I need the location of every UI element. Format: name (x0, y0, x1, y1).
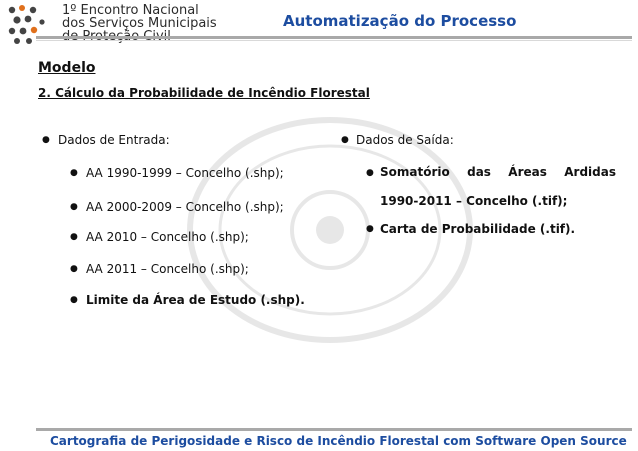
bullet-dot-icon: ● (366, 168, 374, 178)
header-divider (36, 36, 632, 39)
output-item: Carta de Probabilidade (.tif). (380, 222, 576, 236)
input-data-label: Dados de Entrada: (58, 133, 170, 147)
input-item: AA 2010 – Concelho (.shp); (86, 230, 249, 244)
bullet-dot-icon: ● (70, 232, 78, 242)
section-subheading: 2. Cálculo da Probabilidade de Incêndio Florestal (38, 86, 370, 100)
slide-title: Automatização do Processo (283, 12, 517, 30)
bullet-dot-icon: ● (42, 135, 50, 145)
input-item: AA 2011 – Concelho (.shp); (86, 262, 249, 276)
output-item: Somatório das Áreas Ardidas 1990-2011 – Concelho (.tif); (380, 165, 616, 208)
output-data-label: Dados de Saída: (356, 133, 454, 147)
section-heading: Modelo (38, 60, 96, 76)
bullet-dot-icon: ● (366, 224, 374, 234)
input-item: AA 1990-1999 – Concelho (.shp); (86, 166, 284, 180)
bullet-dot-icon: ● (70, 264, 78, 274)
header-divider-shadow (36, 40, 632, 41)
bullet-dot-icon: ● (70, 168, 78, 178)
org-line-2: dos Serviços Municipais (62, 16, 217, 31)
bullet-dot-icon: ● (341, 135, 349, 145)
org-line-1: 1º Encontro Nacional (62, 3, 199, 18)
input-item: Limite da Área de Estudo (.shp). (86, 293, 305, 307)
bullet-dot-icon: ● (70, 295, 78, 305)
input-item: AA 2000-2009 – Concelho (.shp); (86, 200, 284, 214)
bullet-dot-icon: ● (70, 202, 78, 212)
footer-text: Cartografia de Perigosidade e Risco de Incêndio Florestal com Software Open Source (50, 434, 627, 448)
footer-divider (36, 428, 632, 431)
